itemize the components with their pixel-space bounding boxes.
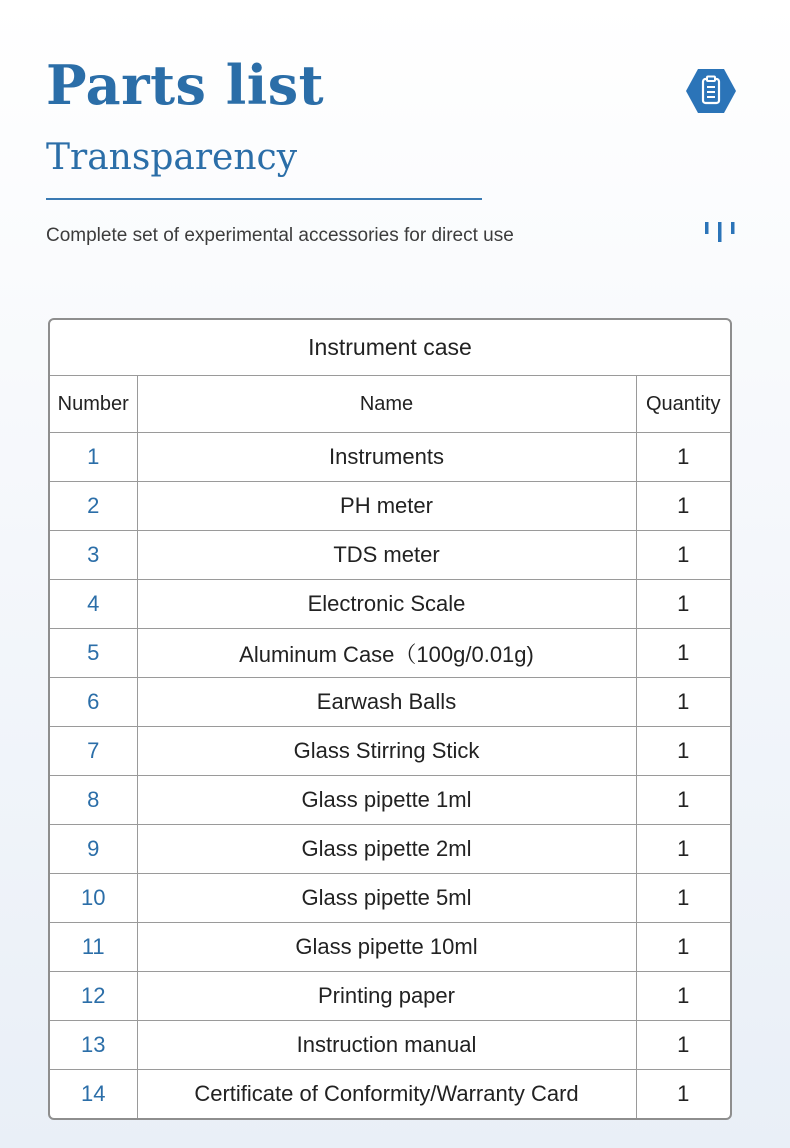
row-quantity: 1 (636, 482, 730, 531)
row-number: 8 (50, 776, 137, 825)
row-name: Glass pipette 10ml (137, 923, 636, 972)
table-caption: Instrument case (50, 320, 730, 376)
row-number: 4 (50, 580, 137, 629)
row-number: 5 (50, 629, 137, 678)
row-name: Glass pipette 1ml (137, 776, 636, 825)
table-row (50, 433, 730, 482)
row-name: TDS meter (137, 531, 636, 580)
row-name: Glass Stirring Stick (137, 727, 636, 776)
column-header-number: Number (50, 376, 137, 433)
title-divider (46, 198, 482, 200)
table-row (50, 874, 730, 923)
table-row (50, 972, 730, 1021)
table-row (50, 580, 730, 629)
row-name: Instruments (137, 433, 636, 482)
table-row (50, 727, 730, 776)
table-row (50, 776, 730, 825)
page-description: Complete set of experimental accessories for direct use (46, 225, 514, 246)
row-quantity: 1 (636, 727, 730, 776)
page-subtitle: Transparency (46, 137, 298, 178)
table-row (50, 629, 730, 678)
row-quantity: 1 (636, 972, 730, 1021)
row-quantity: 1 (636, 1021, 730, 1070)
clipboard-hexagon-icon (686, 68, 736, 114)
row-quantity: 1 (636, 776, 730, 825)
row-quantity: 1 (636, 1070, 730, 1119)
row-number: 2 (50, 482, 137, 531)
row-number: 12 (50, 972, 137, 1021)
row-number: 9 (50, 825, 137, 874)
row-number: 14 (50, 1070, 137, 1119)
row-number: 6 (50, 678, 137, 727)
row-quantity: 1 (636, 433, 730, 482)
row-quantity: 1 (636, 923, 730, 972)
row-name: Earwash Balls (137, 678, 636, 727)
tick-marks-icon (704, 220, 736, 242)
row-name: Aluminum Case（100g/0.01g) (137, 629, 636, 678)
table-row (50, 531, 730, 580)
parts-table (48, 318, 732, 1120)
row-quantity: 1 (636, 678, 730, 727)
row-number: 7 (50, 727, 137, 776)
row-name: Glass pipette 2ml (137, 825, 636, 874)
row-quantity: 1 (636, 629, 730, 678)
row-quantity: 1 (636, 580, 730, 629)
table-row (50, 825, 730, 874)
row-number: 10 (50, 874, 137, 923)
row-quantity: 1 (636, 874, 730, 923)
row-number: 3 (50, 531, 137, 580)
table-row (50, 482, 730, 531)
row-name: Electronic Scale (137, 580, 636, 629)
row-number: 1 (50, 433, 137, 482)
row-quantity: 1 (636, 825, 730, 874)
row-number: 11 (50, 923, 137, 972)
column-header-quantity: Quantity (636, 376, 730, 433)
table-row (50, 1021, 730, 1070)
table-row (50, 678, 730, 727)
table-row (50, 1070, 730, 1119)
row-name: Certificate of Conformity/Warranty Card (137, 1070, 636, 1119)
page-title: Parts list (46, 53, 325, 117)
row-name: Instruction manual (137, 1021, 636, 1070)
row-name: Printing paper (137, 972, 636, 1021)
row-number: 13 (50, 1021, 137, 1070)
row-name: Glass pipette 5ml (137, 874, 636, 923)
row-quantity: 1 (636, 531, 730, 580)
column-header-name: Name (137, 376, 636, 433)
row-name: PH meter (137, 482, 636, 531)
table-row (50, 923, 730, 972)
